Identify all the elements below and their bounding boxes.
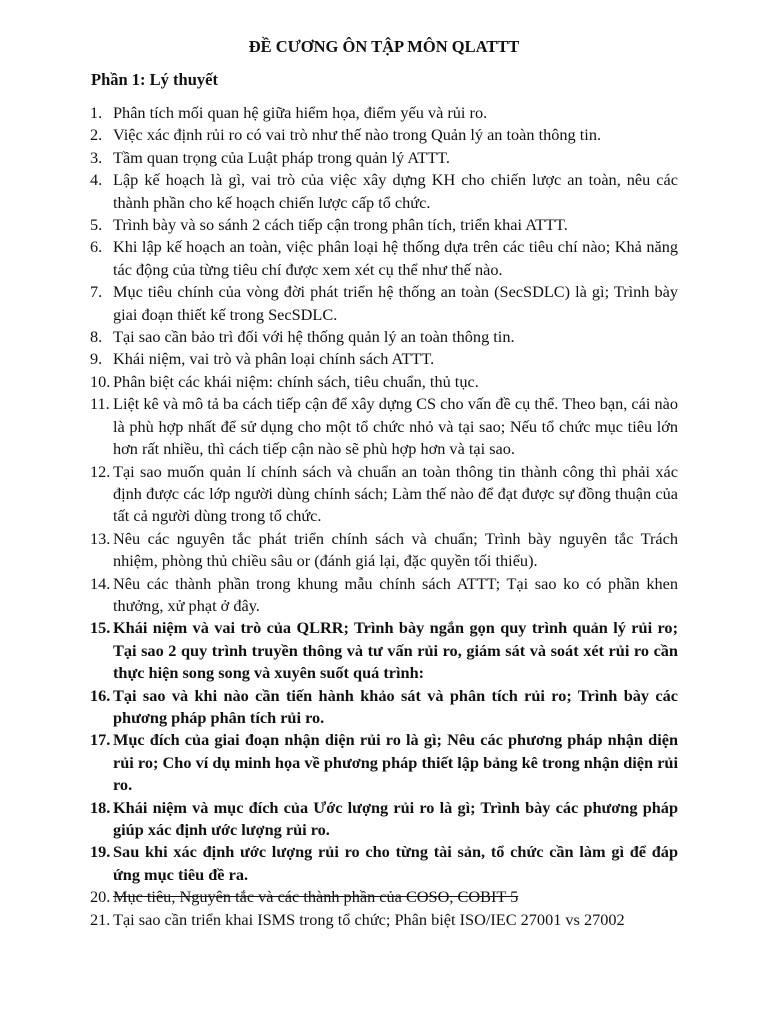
item-number: 11. bbox=[90, 394, 110, 414]
item-number: 5. bbox=[90, 215, 103, 235]
item-text: Nêu các thành phần trong khung mẫu chính sách ATTT; Tại sao ko có phần khen thưởng, xử phạt ở đây. bbox=[113, 573, 678, 615]
item-number: 18. bbox=[90, 797, 111, 817]
item-number: 19. bbox=[90, 842, 111, 862]
item-number: 7. bbox=[90, 282, 103, 302]
item-text: Tại sao cần triển khai ISMS trong tổ chức; Phân biệt ISO/IEC 27001 vs 27002 bbox=[113, 909, 625, 929]
list-item bbox=[90, 236, 678, 281]
item-text: Nêu các nguyên tắc phát triển chính sách và chuẩn; Trình bày nguyên tắc Trách nhiệm, phòng thủ chiều sâu or (đánh giá lại, đặc quyền tối thiểu). bbox=[113, 528, 678, 571]
list-item bbox=[90, 393, 678, 460]
item-text: Tại sao cần bảo trì đối với hệ thống quản lý an toàn thông tin. bbox=[113, 327, 515, 347]
section-heading: Phần 1: Lý thuyết bbox=[91, 70, 218, 89]
item-text: Khái niệm, vai trò và phân loại chính sách ATTT. bbox=[113, 349, 435, 369]
item-number: 3. bbox=[90, 147, 103, 167]
list-item bbox=[90, 729, 678, 796]
item-number: 13. bbox=[90, 528, 111, 548]
item-text: Khái niệm và mục đích của Ước lượng rủi ro là gì; Trình bày các phương pháp giúp xác định ước lượng rủi ro. bbox=[113, 797, 678, 839]
list-item bbox=[90, 461, 678, 528]
item-number: 20. bbox=[90, 887, 111, 907]
item-text: Việc xác định rủi ro có vai trò như thế nào trong Quản lý an toàn thông tin. bbox=[113, 125, 602, 145]
list-item bbox=[90, 909, 678, 931]
item-text: Mục tiêu, Nguyên tắc và các thành phần của COSO, COBIT 5 bbox=[113, 887, 519, 907]
item-text: Khái niệm và vai trò của QLRR; Trình bày ngắn gọn quy trình quản lý rủi ro; Tại sao 2 quy trình truyền thông và tư vấn rủi ro, giám sát và soát xét rủi ro cần thực hiện song song và xuyên suốt quá trình: bbox=[113, 618, 678, 683]
item-number: 21. bbox=[90, 909, 111, 929]
item-text: Tại sao muốn quản lí chính sách và chuẩn an toàn thông tin thành công thì phải xác định được các lớp người dùng chính sách; Làm thế nào để đạt được sự đồng thuận của tất cả người dùng trong tổ chức. bbox=[113, 461, 678, 526]
list-item bbox=[90, 685, 678, 730]
item-number: 14. bbox=[90, 573, 111, 593]
item-number: 6. bbox=[90, 237, 103, 257]
list-item bbox=[90, 147, 678, 169]
item-text: Lập kế hoạch là gì, vai trò của việc xây dựng KH cho chiến lược an toàn, nêu các thành phần cho kế hoạch chiến lược cấp tổ chức. bbox=[113, 170, 678, 212]
item-text: Khi lập kế hoạch an toàn, việc phân loại hệ thống dựa trên các tiêu chí nào; Khả năng tác động của từng tiêu chí được xem xét cụ thể như thế nào. bbox=[113, 237, 678, 279]
list-item bbox=[90, 528, 678, 573]
list-item bbox=[90, 371, 678, 393]
item-text: Trình bày và so sánh 2 cách tiếp cận trong phân tích, triển khai ATTT. bbox=[113, 215, 568, 235]
item-number: 2. bbox=[90, 125, 103, 145]
list-item bbox=[90, 124, 678, 146]
list-item bbox=[90, 841, 678, 886]
item-text: Mục tiêu chính của vòng đời phát triển hệ thống an toàn (SecSDLC) là gì; Trình bày giai đoạn thiết kế trong SecSDLC. bbox=[113, 282, 678, 324]
item-number: 17. bbox=[90, 730, 111, 750]
item-text: Mục đích của giai đoạn nhận diện rủi ro là gì; Nêu các phương pháp nhận diện rủi ro; Cho ví dụ minh họa về phương pháp thiết lập bảng kê trong nhận diện rủi ro. bbox=[113, 730, 678, 795]
list-item bbox=[90, 348, 678, 370]
item-number: 12. bbox=[90, 461, 111, 481]
list-item bbox=[90, 573, 678, 618]
list-item bbox=[90, 797, 678, 842]
item-text: Tại sao và khi nào cần tiến hành khảo sát và phân tích rủi ro; Trình bày các phương pháp phân tích rủi ro. bbox=[113, 685, 678, 727]
item-number: 1. bbox=[90, 103, 103, 122]
list-item bbox=[90, 886, 678, 908]
list-item bbox=[90, 214, 678, 236]
question-list bbox=[90, 102, 678, 931]
list-item bbox=[90, 326, 678, 348]
document-title: ĐỀ CƯƠNG ÔN TẬP MÔN QLATTT bbox=[248, 37, 520, 56]
item-number: 9. bbox=[90, 349, 103, 369]
item-text: Sau khi xác định ước lượng rủi ro cho từng tài sản, tổ chức cần làm gì để đáp ứng mục tiêu đề ra. bbox=[113, 842, 678, 884]
item-text: Phân biệt các khái niệm: chính sách, tiêu chuẩn, thủ tục. bbox=[113, 371, 479, 391]
item-number: 10. bbox=[90, 371, 111, 391]
item-number: 4. bbox=[90, 170, 103, 190]
item-number: 15. bbox=[90, 618, 111, 638]
list-item bbox=[90, 102, 678, 124]
item-text: Phân tích mối quan hệ giữa hiểm họa, điểm yếu và rủi ro. bbox=[113, 103, 488, 122]
list-item bbox=[90, 281, 678, 326]
item-number: 8. bbox=[90, 327, 103, 347]
item-text: Liệt kê và mô tả ba cách tiếp cận để xây dựng CS cho vấn đề cụ thể. Theo bạn, cái nào là phù hợp nhất để sử dụng cho một tổ chức nhỏ và tại sao; Nếu tổ chức mục tiêu lớn hơn rất nhiều, thì cách tiếp cận nào sẽ phù hợp hơn và tại sao. bbox=[113, 394, 678, 459]
item-number: 16. bbox=[90, 685, 111, 705]
list-item bbox=[90, 617, 678, 684]
list-item bbox=[90, 169, 678, 214]
item-text: Tầm quan trọng của Luật pháp trong quản lý ATTT. bbox=[113, 147, 450, 167]
